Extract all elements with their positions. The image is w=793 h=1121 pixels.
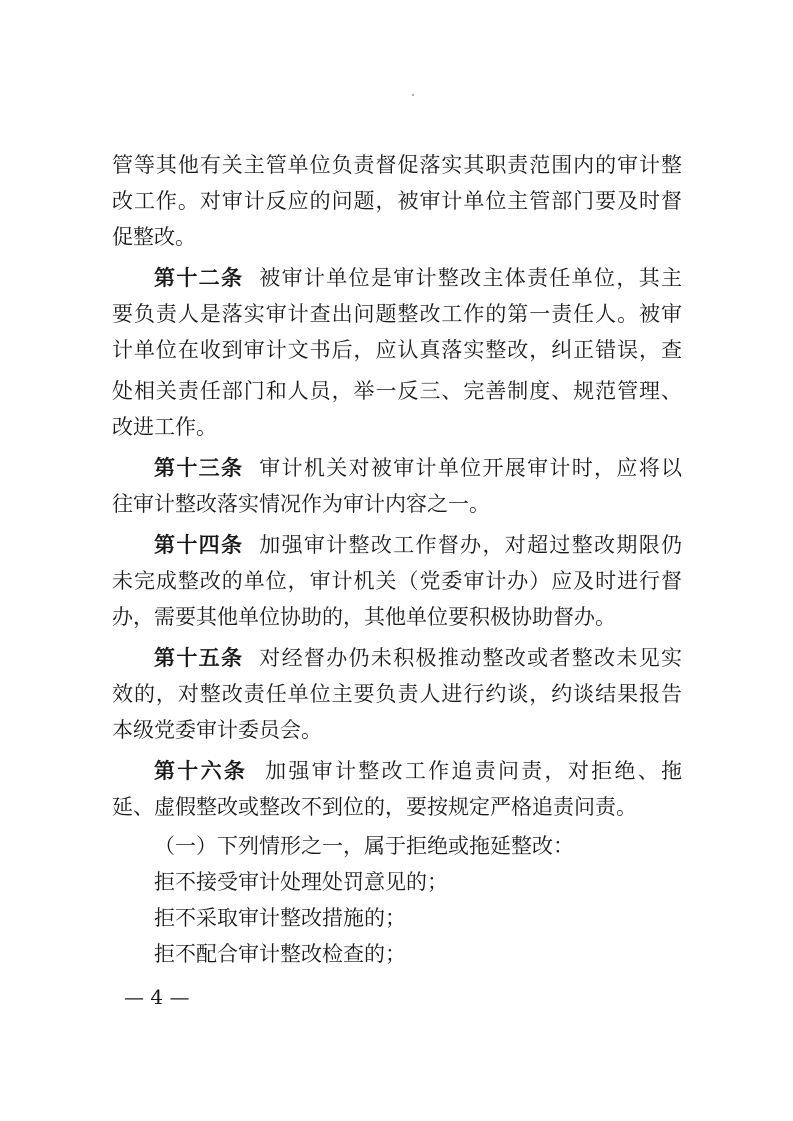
article-label: 第十四条 [154, 533, 244, 557]
text-line: 延、虚假整改或整改不到位的，要按规定严格追责问责。 [112, 795, 637, 819]
article-label: 第十六条 [154, 759, 248, 783]
clause-heading-line: （一）下列情形之一，属于拒绝或拖延整改： [154, 834, 574, 858]
text-line: 要负责人是落实审计查出问题整改工作的第一责任人。被审 [112, 302, 682, 326]
list-item: 拒不配合审计整改检查的； [154, 942, 406, 966]
list-item: 拒不采取审计整改措施的； [154, 906, 406, 930]
article-15-heading-line: 第十五条 对经督办仍未积极推动整改或者整改未见实 [154, 646, 682, 670]
text-line: 促整改。 [112, 225, 196, 249]
text-line: 管等其他有关主管单位负责督促落实其职责范围内的审计整 [112, 153, 682, 177]
article-12-heading-line: 第十二条 被审计单位是审计整改主体责任单位，其主 [154, 266, 682, 290]
scan-speck [412, 94, 414, 96]
text-line: 未完成整改的单位，审计机关（党委审计办）应及时进行督 [112, 569, 682, 593]
text-line: 本级党委审计委员会。 [112, 718, 322, 742]
list-item: 拒不接受审计处理处罚意见的； [154, 870, 448, 894]
article-13-heading-line: 第十三条 审计机关对被审计单位开展审计时，应将以 [154, 456, 682, 480]
text-line: 计单位在收到审计文书后，应认真落实整改，纠正错误，查 [112, 338, 682, 362]
text-line: 往审计整改落实情况作为审计内容之一。 [112, 492, 490, 516]
page-number: — 4 — [124, 985, 190, 1009]
text-line: 办，需要其他单位协助的，其他单位要积极协助督办。 [112, 605, 616, 629]
text-line: 效的，对整改责任单位主要负责人进行约谈，约谈结果报告 [112, 682, 682, 706]
text-line: 改工作。对审计反应的问题，被审计单位主管部门要及时督 [112, 189, 682, 213]
article-16-heading-line: 第十六条 加强审计整改工作追责问责，对拒绝、拖 [154, 759, 682, 783]
text-line: 处相关责任部门和人员，举一反三、完善制度、规范管理、 [112, 379, 682, 403]
text-line: 改进工作。 [112, 415, 217, 439]
article-label: 第十五条 [154, 646, 244, 670]
article-label: 第十三条 [154, 456, 244, 480]
article-14-heading-line: 第十四条 加强审计整改工作督办，对超过整改期限仍 [154, 533, 682, 557]
article-label: 第十二条 [154, 266, 244, 290]
